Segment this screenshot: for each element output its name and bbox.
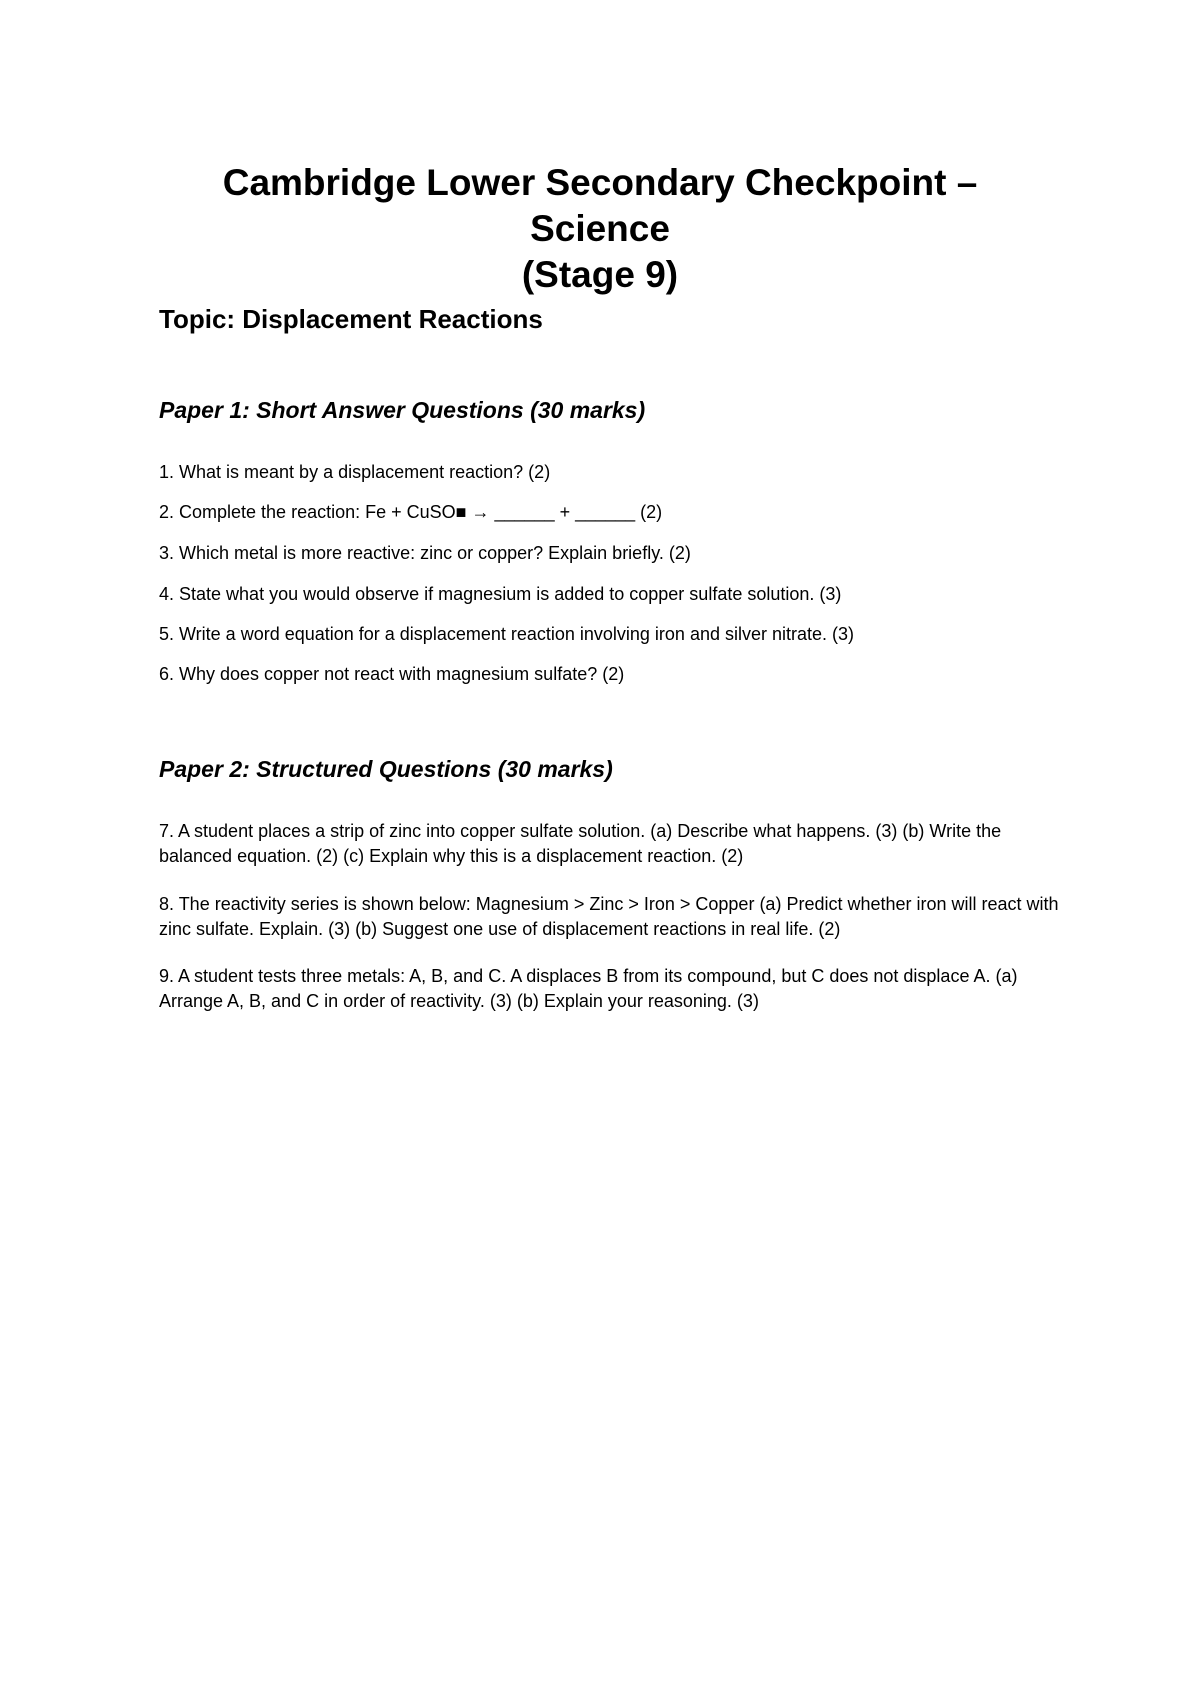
question-5: 5. Write a word equation for a displacement reaction involving iron and silver nitrate. (3) (159, 624, 855, 644)
question-6: 6. Why does copper not react with magnesium sulfate? (2) (159, 664, 625, 684)
paper-1-heading: Paper 1: Short Answer Questions (30 marks) (159, 397, 646, 423)
question-8: 8. The reactivity series is shown below: Magnesium > Zinc > Iron > Copper (a) Predict whether iron will react with zinc sulfate. Explain. (3) (b) Suggest one use of displacement reactions in real life. (2) (159, 894, 1059, 939)
document-title (150, 160, 1050, 298)
document-title-line-1: Cambridge Lower Secondary Checkpoint – Science (222, 162, 978, 249)
question-3: 3. Which metal is more reactive: zinc or copper? Explain briefly. (2) (159, 543, 691, 563)
question-2: 2. Complete the reaction: Fe + CuSO■ → ______ + ______ (2) (159, 502, 663, 522)
question-4: 4. State what you would observe if magnesium is added to copper sulfate solution. (3) (159, 584, 842, 604)
question-7: 7. A student places a strip of zinc into copper sulfate solution. (a) Describe what happens. (3) (b) Write the balanced equation. (2) (c) Explain why this is a displacement reaction. (2) (159, 821, 1002, 866)
question-1: 1. What is meant by a displacement reaction? (2) (159, 462, 551, 482)
question-9: 9. A student tests three metals: A, B, and C. A displaces B from its compound, but C does not displace A. (a) Arrange A, B, and C in order of reactivity. (3) (b) Explain your reasoning. (3) (159, 966, 1018, 1011)
document-title-line-2: (Stage 9) (521, 254, 679, 295)
topic-heading: Topic: Displacement Reactions (159, 304, 543, 334)
paper-2-heading: Paper 2: Structured Questions (30 marks) (159, 756, 613, 782)
